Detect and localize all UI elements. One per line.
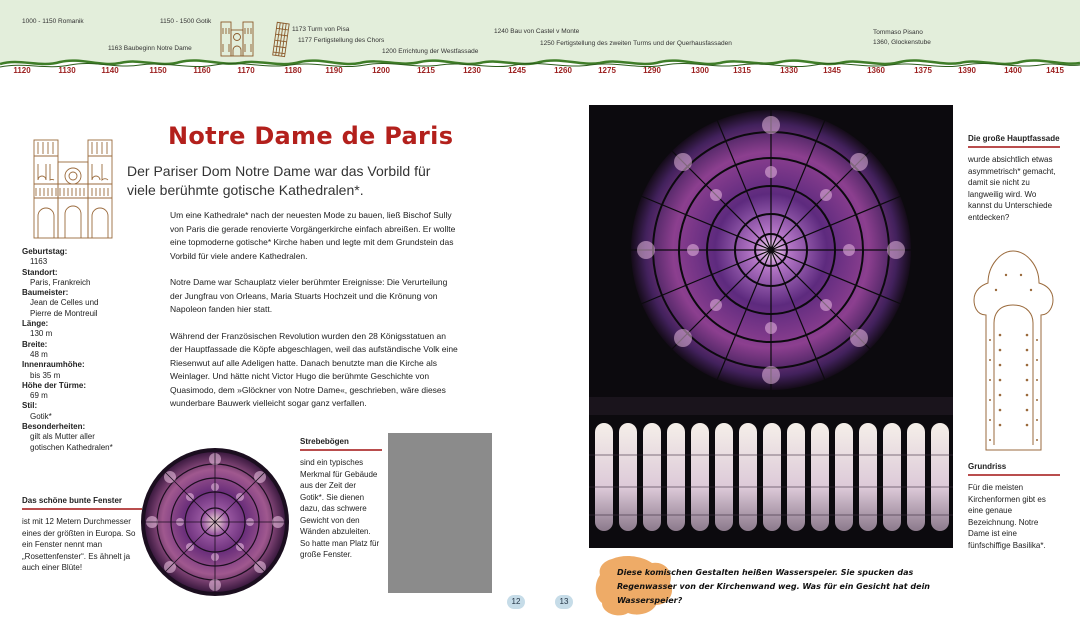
timeline-year: 1375 (914, 66, 932, 75)
timeline-event-castel: 1240 Bau von Castel v Monte (494, 28, 580, 35)
fact-label: Innenraumhöhe: (22, 360, 85, 370)
fact-value: Paris, Frankreich (30, 277, 91, 287)
caption-divider (968, 146, 1060, 148)
timeline-year: 1160 (193, 66, 211, 75)
caption-divider (968, 474, 1060, 476)
fact-value: gilt als Mutter aller (30, 432, 95, 442)
timeline-event-gotik: 1150 - 1500 Gotik (160, 18, 212, 25)
fact-geburtstag (22, 247, 147, 268)
timeline-year: 1170 (237, 66, 255, 75)
fact-value: Gotik* (30, 411, 52, 421)
facade-sketch-icon (28, 134, 118, 242)
timeline-year: 1200 (372, 66, 390, 75)
page-number-right: 13 (555, 595, 573, 609)
timeline-year: 1400 (1004, 66, 1022, 75)
rose-window-photo (140, 447, 290, 597)
gargoyle-speech-text: Diese komischen Gestalten heißen Wasserspeier. Sie spucken das Regenwasser von der Kirchenwand weg. Was für ein Gesicht hat dein Wasserspeier? (617, 568, 931, 605)
caption-text: sind ein typisches Merkmal für Gebäude aus der Zeit der Gotik*. Sie dienen dazu, das schwere Gewicht von den Wänden abzuleiten. So hatte man Platz für große Fenster. (300, 458, 380, 559)
fact-laenge (22, 319, 147, 340)
rose-window-large-photo (589, 105, 953, 548)
timeline-year: 1415 (1046, 66, 1064, 75)
timeline-year: 1345 (823, 66, 841, 75)
timeline-event-romanik: 1000 - 1150 Romanik (22, 18, 84, 25)
timeline-event-pisano-name: Tommaso Pisano (873, 29, 923, 36)
notre-dame-timeline-icon (218, 16, 256, 58)
fact-label: Baumeister: (22, 288, 69, 298)
timeline-year: 1275 (598, 66, 616, 75)
fact-label: Stil: (22, 401, 38, 411)
timeline-event-pisano-glockenstube: 1360, Glockenstube (873, 39, 931, 46)
image-placeholder (388, 433, 492, 593)
fact-label: Standort: (22, 267, 58, 277)
timeline-year: 1215 (417, 66, 435, 75)
caption-title: Grundriss (968, 462, 1007, 471)
caption-divider (22, 508, 142, 510)
fact-value: 69 m (30, 391, 48, 401)
timeline-year: 1245 (508, 66, 526, 75)
fact-label: Länge: (22, 319, 49, 329)
timeline-event-pisa: 1173 Turm von Pisa (292, 26, 350, 33)
article-body (170, 209, 460, 424)
timeline-year: 1180 (284, 66, 302, 75)
timeline-years (0, 66, 1080, 80)
fact-baumeister (22, 288, 147, 319)
caption-divider (300, 449, 382, 451)
fact-value: Pierre de Montreuil (30, 308, 98, 318)
timeline-year: 1390 (958, 66, 976, 75)
fenster-caption (22, 496, 142, 574)
lead-paragraph: Der Pariser Dom Notre Dame war das Vorbild für viele berühmte gotische Kathedralen*. (127, 163, 431, 198)
timeline-year: 1290 (643, 66, 661, 75)
floor-plan-sketch-icon (966, 245, 1061, 455)
fact-besonderheiten (22, 422, 147, 453)
caption-title: Die große Hauptfassade (968, 134, 1060, 143)
fact-breite (22, 340, 147, 361)
fact-innenraumhoehe (22, 360, 147, 381)
strebeboegen-caption (300, 437, 382, 561)
caption-title: Strebebögen (300, 437, 349, 446)
page-number-left: 12 (507, 595, 525, 609)
timeline-event-westfassade: 1200 Errichtung der Westfassade (382, 48, 479, 55)
timeline-year: 1130 (58, 66, 76, 75)
timeline-event-chor: 1177 Fertigstellung des Chors (298, 37, 385, 44)
fact-value: gotischen Kathedralen* (30, 442, 113, 452)
timeline-year: 1190 (325, 66, 343, 75)
fact-value: 1163 (30, 257, 48, 267)
fact-value: 48 m (30, 349, 48, 359)
fact-value: bis 35 m (30, 370, 61, 380)
timeline (0, 0, 1080, 90)
timeline-year: 1120 (13, 66, 31, 75)
fact-label: Geburtstag: (22, 247, 68, 256)
fact-stil (22, 401, 147, 422)
fact-turmhoehe (22, 381, 147, 402)
timeline-year: 1330 (780, 66, 798, 75)
timeline-year: 1300 (691, 66, 709, 75)
timeline-year: 1230 (463, 66, 481, 75)
caption-text: wurde absichtlich etwas asymmetrisch* gemacht, damit sie nicht zu langweilig wird. Wo kannst du Unterschiede entdecken? (968, 155, 1056, 222)
fact-standort (22, 268, 147, 289)
fact-label: Besonderheiten: (22, 422, 86, 432)
timeline-year: 1360 (867, 66, 885, 75)
hauptfassade-caption (968, 134, 1060, 223)
timeline-event-querhaus: 1250 Fertigstellung des zweiten Turms und der Querhausfassaden (540, 40, 732, 47)
fact-label: Breite: (22, 339, 48, 349)
timeline-year: 1260 (554, 66, 572, 75)
grundriss-caption (968, 462, 1060, 551)
leaning-tower-icon (270, 20, 292, 58)
article-paragraph: Während der Französischen Revolution wurden den 28 Königsstatuen an der Hauptfassade die Köpfe abgeschlagen, weil das aufständische Volk eine Riesenwut auf alle Adeligen hatte. Danach benutzte man die Kirche als Weinlager. Und hätte nicht Victor Hugo die berühmte Geschichte von Quasimodo, dem »Glöckner von Notre Dame«, geschrieben, wäre dieses wunderbare Bauwerk vielleicht sogar ganz verfallen. (170, 330, 458, 408)
article-paragraph: Um eine Kathedrale* nach der neuesten Mode zu bauen, ließ Bischof Sully von Paris die gerade renovierte Vorgängerkirche einfach abreißen. Er wollte eine topmoderne gotische* Kirche haben und legte mit dem Grundstein das Vorbild für viele andere Kathedralen. (170, 210, 456, 261)
caption-text: ist mit 12 Metern Durchmesser eines der größten in Europa. So ein Fenster nennt man „Rosettenfenster“. Es ähnelt ja auch einer Blüte! (22, 517, 136, 572)
rose-window-large-graphic (589, 105, 953, 548)
caption-title: Das schöne bunte Fenster (22, 496, 123, 505)
fact-value: Jean de Celles und (30, 298, 99, 308)
article-paragraph: Notre Dame war Schauplatz vieler berühmter Ereignisse: Die Verurteilung der Jungfrau von Orleans, Maria Stuarts Hochzeit und die Krönung von Napoleon fanden hier statt. (170, 277, 448, 314)
facts-list (22, 247, 147, 453)
caption-text: Für die meisten Kirchenformen gibt es eine genaue Bezeichnung. Notre Dame ist eine fünfschiffige Basilika*. (968, 483, 1046, 550)
timeline-year: 1315 (733, 66, 751, 75)
timeline-year: 1140 (101, 66, 119, 75)
page-title: Notre Dame de Paris (168, 122, 454, 150)
timeline-year: 1150 (149, 66, 167, 75)
timeline-event-baubeginn: 1163 Baubeginn Notre Dame (108, 45, 192, 52)
fact-label: Höhe der Türme: (22, 380, 87, 390)
fact-value: 130 m (30, 329, 53, 339)
